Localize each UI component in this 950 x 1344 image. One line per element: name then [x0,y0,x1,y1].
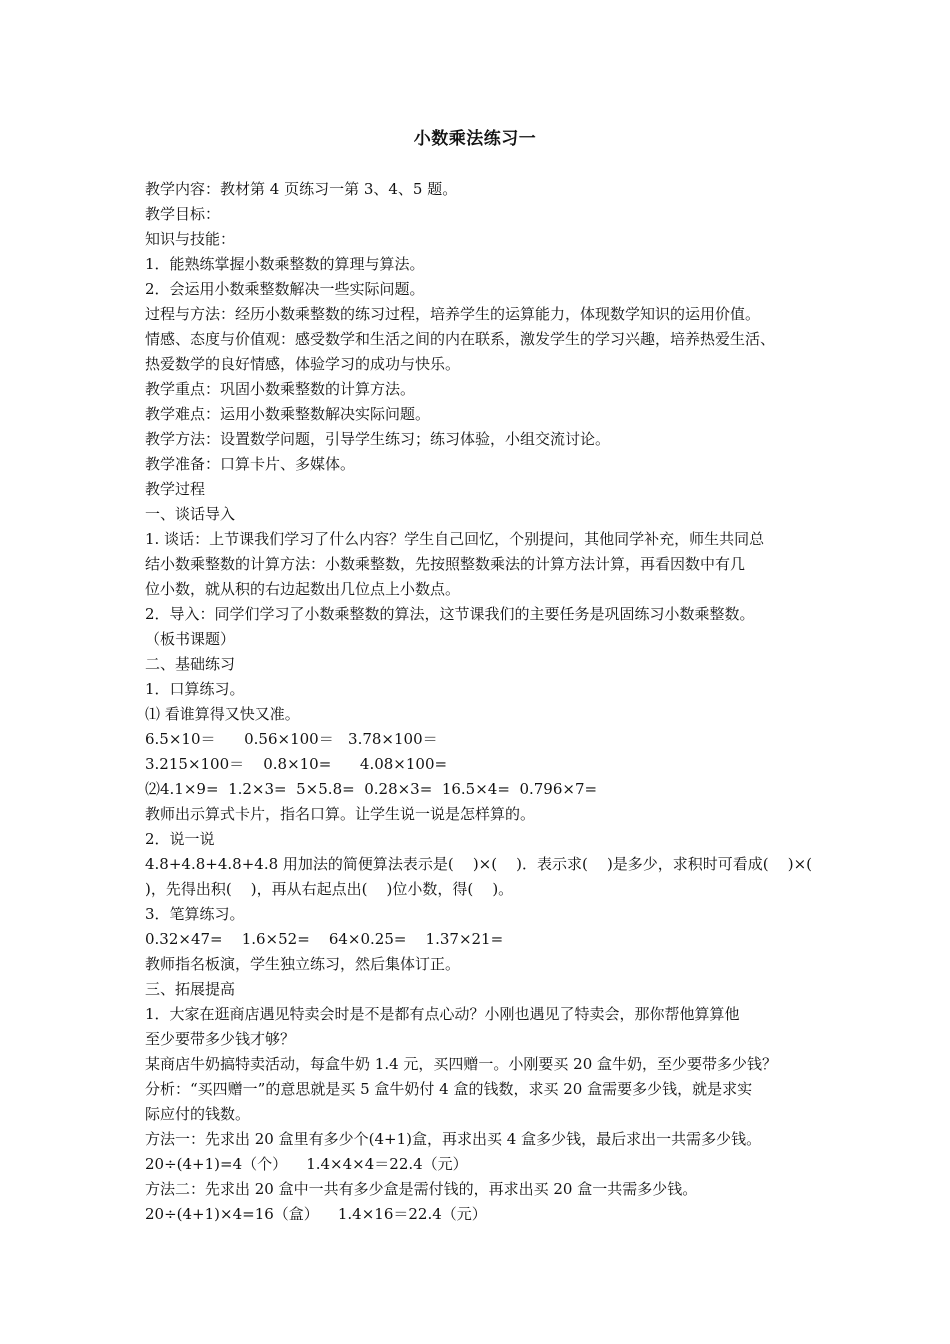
line-objective-1: 1．能熟练掌握小数乘整数的算理与算法。 [145,255,425,273]
section-heading-3: 三、拓展提高 [145,980,236,998]
line-fill-blank-cont: )，先得出积( )，再从右起点出( )位小数，得( )。 [145,880,514,898]
line-teaching-content: 教学内容：教材第 4 页练习一第 3、4、5 题。 [145,180,458,198]
line-board-title: （板书课题） [145,630,236,648]
line-key-point: 教学重点：巩固小数乘整数的计算方法。 [145,380,416,398]
line-difficult-point: 教学难点：运用小数乘整数解决实际问题。 [145,405,431,423]
line-knowledge-skills: 知识与技能： [145,230,236,248]
line-teacher-cards: 教师出示算式卡片，指名口算。让学生说一说是怎样算的。 [145,805,536,823]
document-title: 小数乘法练习一 [413,129,537,149]
line-milk-problem: 某商店牛奶搞特卖活动，每盒牛奶 1.4 元，买四赠一。小刚要买 20 盒牛奶，至少要带多少钱？ [145,1055,778,1073]
line-method-1: 方法一：先求出 20 盒里有多少个(4+1)盒，再求出买 4 盒多少钱，最后求出一共需多少钱。 [145,1130,762,1148]
line-intro: 2．导入：同学们学习了小数乘整数的算法，这节课我们的主要任务是巩固练习小数乘整数。 [145,605,755,623]
line-sale-intro-cont: 至少要带多少钱才够？ [145,1030,296,1048]
line-board-demo: 教师指名板演，学生独立练习，然后集体订正。 [145,955,461,973]
line-teaching-process: 教学过程 [145,480,206,498]
line-method-2: 方法二：先求出 20 盒中一共有多少盒是需付钱的，再求出买 20 盒一共需多少钱。 [145,1180,698,1198]
line-analysis-cont: 际应付的钱数。 [145,1105,251,1123]
line-sale-intro: 1．大家在逛商店遇见特卖会时是不是都有点心动？小刚也遇见了特卖会，那你帮他算算他 [145,1005,740,1023]
section-heading-1: 一、谈话导入 [145,505,236,523]
line-emotion-attitude: 情感、态度与价值观：感受数学和生活之间的内在联系，激发学生的学习兴趣，培养热爱生活、 [145,330,776,348]
line-oral-practice-1: ⑴ 看谁算得又快又准。 [145,705,300,723]
line-talk-cont-2: 位小数，就从积的右边起数出几位点上小数点。 [145,580,461,598]
line-oral-practice: 1．口算练习。 [145,680,245,698]
line-teaching-preparation: 教学准备：口算卡片、多媒体。 [145,455,356,473]
line-oral-problems-1: 6.5×10＝ 0.56×100＝ 3.78×100＝ [145,730,438,748]
line-fill-blank: 4.8+4.8+4.8+4.8 用加法的简便算法表示是( )×( )．表示求( )是多少，求积时可看成( )×( [145,855,812,873]
line-analysis: 分析：“买四赠一”的意思就是买 5 盒牛奶付 4 盒的钱数，求买 20 盒需要多少钱，就是求实 [145,1080,753,1098]
document-body [145,177,825,1227]
line-say-it: 2．说一说 [145,830,215,848]
line-teaching-method: 教学方法：设置数学问题，引导学生练习；练习体验，小组交流讨论。 [145,430,611,448]
line-oral-problems-3: ⑵4.1×9= 1.2×3= 5×5.8= 0.28×3= 16.5×4= 0.796×7= [145,780,598,798]
line-oral-problems-2: 3.215×100＝ 0.8×10= 4.08×100= [145,755,448,773]
line-method-1-calc: 20÷(4+1)=4（个） 1.4×4×4＝22.4（元） [145,1155,468,1173]
line-method-2-calc: 20÷(4+1)×4=16（盒） 1.4×16＝22.4（元） [145,1205,487,1223]
section-heading-2: 二、基础练习 [145,655,236,673]
line-objective-2: 2．会运用小数乘整数解决一些实际问题。 [145,280,425,298]
line-emotion-attitude-cont: 热爱数学的良好情感，体验学习的成功与快乐。 [145,355,461,373]
line-talk-cont-1: 结小数乘整数的计算方法：小数乘整数，先按照整数乘法的计算方法计算，再看因数中有几 [145,555,746,573]
line-written-problems: 0.32×47= 1.6×52= 64×0.25= 1.37×21= [145,930,504,948]
line-teaching-objectives: 教学目标： [145,205,221,223]
line-talk: 1. 谈话：上节课我们学习了什么内容？学生自己回忆，个别提问，其他同学补充，师生共同总 [145,530,765,548]
line-written-practice: 3．笔算练习。 [145,905,245,923]
line-process-method: 过程与方法：经历小数乘整数的练习过程，培养学生的运算能力，体现数学知识的运用价值。 [145,305,761,323]
